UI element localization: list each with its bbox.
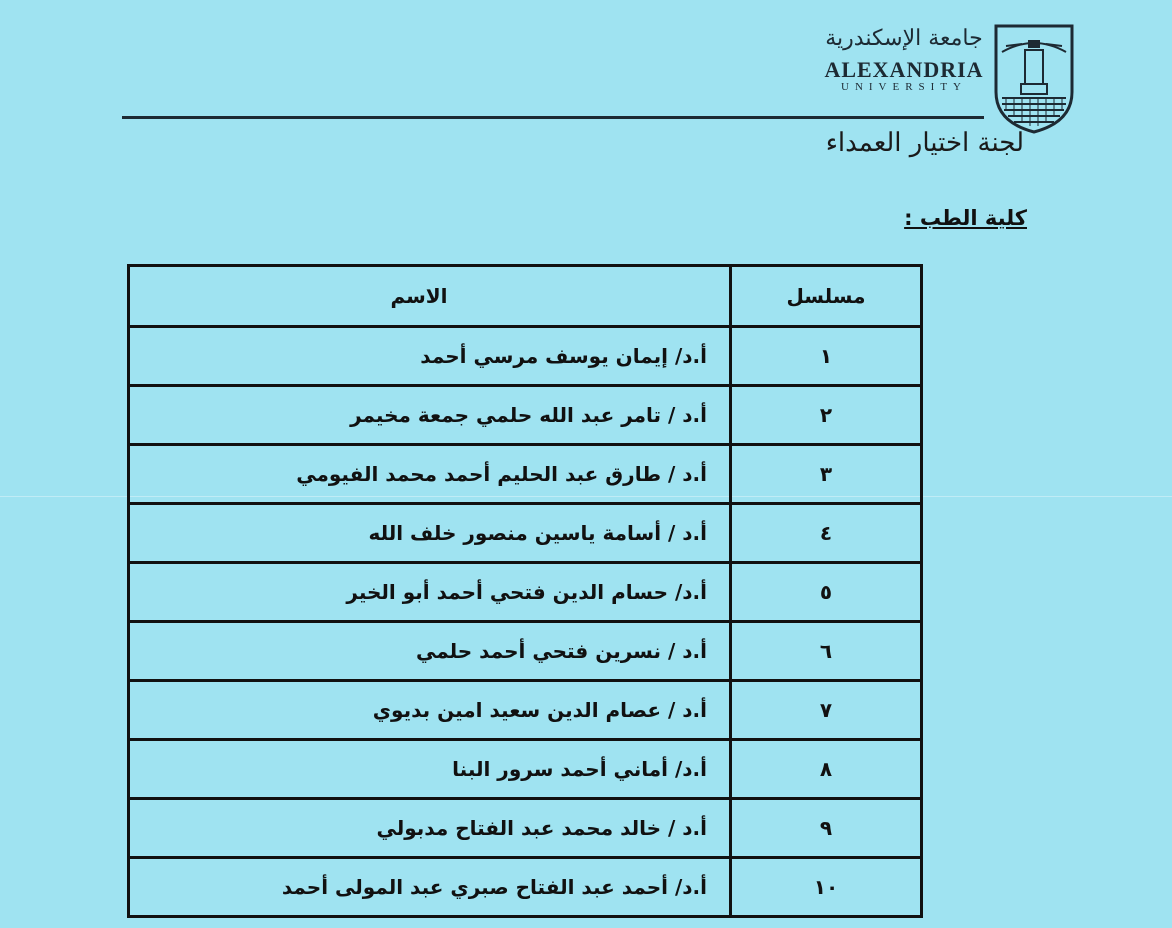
logo-subtitle: UNIVERSITY xyxy=(841,81,967,93)
table-row xyxy=(129,386,922,445)
members-table xyxy=(127,264,923,918)
logo-text-block xyxy=(820,22,988,93)
table-row xyxy=(129,740,922,799)
row-serial: ٨ xyxy=(731,740,922,799)
row-name: أ.د / تامر عبد الله حلمي جمعة مخيمر xyxy=(129,386,731,445)
faculty-heading: كلية الطب : xyxy=(904,206,1027,230)
row-serial: ١ xyxy=(731,327,922,386)
header-name: الاسم xyxy=(129,266,731,327)
row-serial: ٩ xyxy=(731,799,922,858)
row-serial: ٧ xyxy=(731,681,922,740)
row-name: أ.د / نسرين فتحي أحمد حلمي xyxy=(129,622,731,681)
row-name: أ.د / خالد محمد عبد الفتاح مدبولي xyxy=(129,799,731,858)
header-serial: مسلسل xyxy=(731,266,922,327)
table-header-row xyxy=(129,266,922,327)
table-row xyxy=(129,327,922,386)
table-row xyxy=(129,445,922,504)
row-serial: ٦ xyxy=(731,622,922,681)
committee-title: لجنة اختيار العمداء xyxy=(825,128,1024,158)
row-name: أ.د/ أحمد عبد الفتاح صبري عبد المولى أحمد xyxy=(129,858,731,917)
row-name: أ.د / طارق عبد الحليم أحمد محمد الفيومي xyxy=(129,445,731,504)
row-name: أ.د/ إيمان يوسف مرسي أحمد xyxy=(129,327,731,386)
row-name: أ.د/ حسام الدين فتحي أحمد أبو الخير xyxy=(129,563,731,622)
table-row xyxy=(129,563,922,622)
lighthouse-emblem-icon xyxy=(992,22,1076,134)
row-name: أ.د / أسامة ياسين منصور خلف الله xyxy=(129,504,731,563)
table-row xyxy=(129,681,922,740)
row-serial: ١٠ xyxy=(731,858,922,917)
row-serial: ٢ xyxy=(731,386,922,445)
row-serial: ٥ xyxy=(731,563,922,622)
table-row xyxy=(129,622,922,681)
table-row xyxy=(129,799,922,858)
logo-arabic-name: جامعة الإسكندرية xyxy=(825,26,983,51)
header-divider xyxy=(122,116,984,119)
row-serial: ٣ xyxy=(731,445,922,504)
row-name: أ.د / عصام الدين سعيد امين بديوي xyxy=(129,681,731,740)
row-name: أ.د/ أماني أحمد سرور البنا xyxy=(129,740,731,799)
logo-english-name: ALEXANDRIA xyxy=(824,57,984,82)
table-row xyxy=(129,504,922,563)
row-serial: ٤ xyxy=(731,504,922,563)
table-row xyxy=(129,858,922,917)
